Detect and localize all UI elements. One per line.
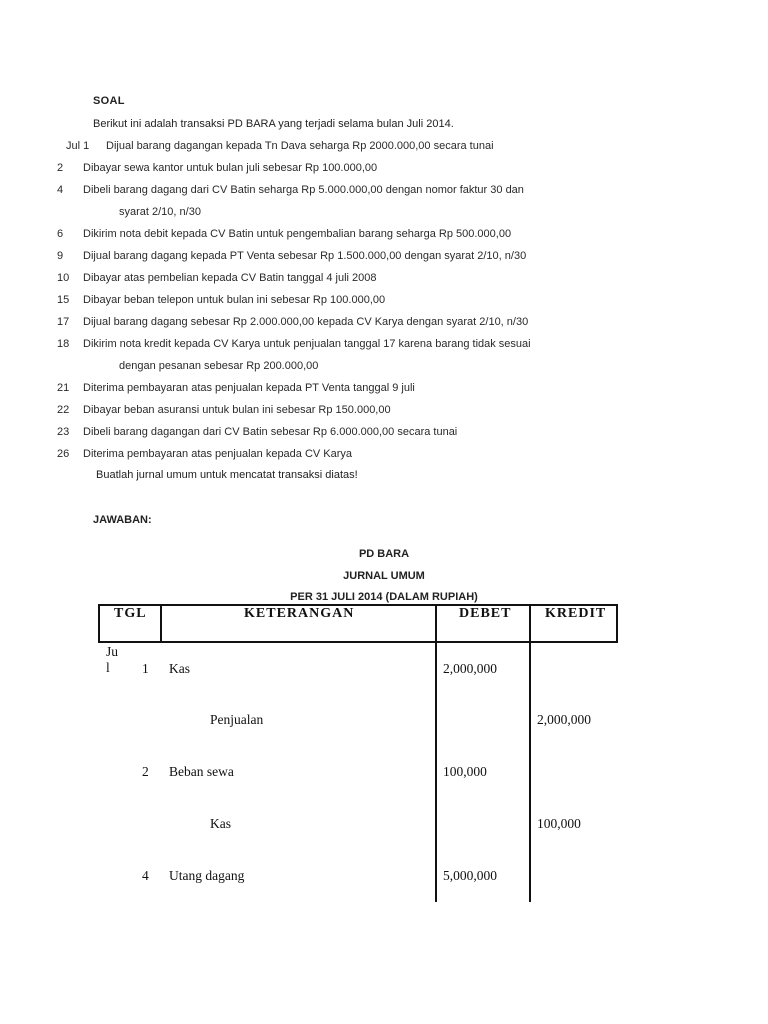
transaction-date: 9 (57, 250, 64, 262)
transaction-text: Dibeli barang dagangan dari CV Batin sebesar Rp 6.000.000,00 secara tunai (83, 426, 458, 438)
row-day: 1 (142, 661, 149, 676)
row-debet: 100,000 (443, 764, 487, 779)
transaction-text: Diterima pembayaran atas penjualan kepada PT Venta tanggal 9 juli (83, 382, 415, 394)
transaction-text: Dijual barang dagang sebesar Rp 2.000.000,00 kepada CV Karya dengan syarat 2/10, n/30 (83, 316, 529, 328)
transaction-date: 2 (57, 162, 64, 174)
jawaban-heading: JAWABAN: (93, 514, 152, 526)
transaction-text: Dikirim nota debit kepada CV Batin untuk pengembalian barang seharga Rp 500.000,00 (83, 228, 512, 240)
transaction-text: Dibayar beban asuransi untuk bulan ini sebesar Rp 150.000,00 (83, 404, 391, 416)
table-border-right (616, 604, 618, 643)
transaction-date: 22 (57, 404, 70, 416)
transaction-item (57, 338, 757, 352)
transaction-date: Jul 1 (66, 140, 90, 152)
table-border-top (98, 604, 618, 606)
transaction-date: 17 (57, 316, 70, 328)
transaction-item (57, 250, 757, 264)
header-debet: DEBET (459, 606, 512, 621)
transaction-item (66, 140, 766, 154)
transaction-item (57, 272, 757, 286)
transaction-text: Dijual barang dagangan kepada Tn Dava seharga Rp 2000.000,00 secara tunai (106, 140, 494, 152)
row-kredit: 2,000,000 (537, 712, 591, 727)
month-label: Ju (106, 644, 119, 659)
table-header-divider (98, 641, 618, 643)
transaction-text: Dikirim nota kredit kepada CV Karya untuk penjualan tanggal 17 karena barang tidak sesuai (83, 338, 531, 350)
transaction-item (57, 228, 757, 242)
row-kredit: 100,000 (537, 816, 581, 831)
row-day: 4 (142, 868, 149, 883)
transaction-continuation: syarat 2/10, n/30 (119, 206, 201, 218)
column-divider-debet (529, 604, 531, 902)
column-divider-keterangan (435, 604, 437, 902)
transaction-text: Dibayar beban telepon untuk bulan ini sebesar Rp 100.000,00 (83, 294, 386, 306)
transaction-text: Dibayar atas pembelian kepada CV Batin tanggal 4 juli 2008 (83, 272, 377, 284)
task-instruction: Buatlah jurnal umum untuk mencatat transaksi diatas! (96, 469, 358, 481)
row-debet: 5,000,000 (443, 868, 497, 883)
transaction-date: 21 (57, 382, 70, 394)
row-day: 2 (142, 764, 149, 779)
transaction-date: 26 (57, 448, 70, 460)
row-account: Penjualan (210, 712, 264, 727)
row-account: Beban sewa (169, 764, 234, 779)
transaction-text: Dijual barang dagang kepada PT Venta sebesar Rp 1.500.000,00 dengan syarat 2/10, n/30 (83, 250, 527, 262)
transaction-item (57, 184, 757, 198)
company-title: PD BARA (358, 548, 410, 560)
transaction-date: 23 (57, 426, 70, 438)
table-border-left (98, 604, 100, 643)
column-divider-tgl (160, 604, 162, 643)
transaction-continuation: dengan pesanan sebesar Rp 200.000,00 (119, 360, 319, 372)
transaction-item (57, 382, 757, 396)
transaction-date: 4 (57, 184, 64, 196)
header-tgl: TGL (114, 606, 147, 621)
period-title: PER 31 JULI 2014 (DALAM RUPIAH) (290, 591, 478, 603)
month-label-cont: l (106, 660, 110, 675)
row-account: Kas (169, 661, 190, 676)
transaction-item (57, 162, 757, 176)
transaction-item (57, 448, 757, 462)
soal-heading: SOAL (93, 95, 125, 107)
transaction-item (57, 316, 757, 330)
transaction-item (57, 294, 757, 308)
row-account: Utang dagang (169, 868, 245, 883)
transaction-text: Dibeli barang dagang dari CV Batin seharga Rp 5.000.000,00 dengan nomor faktur 30 dan (83, 184, 524, 196)
transaction-item (57, 426, 757, 440)
transaction-date: 10 (57, 272, 70, 284)
transaction-item (57, 404, 757, 418)
transaction-date: 15 (57, 294, 70, 306)
row-account: Kas (210, 816, 231, 831)
row-debet: 2,000,000 (443, 661, 497, 676)
transaction-date: 18 (57, 338, 70, 350)
transaction-text: Diterima pembayaran atas penjualan kepada CV Karya (83, 448, 353, 460)
soal-intro: Berikut ini adalah transaksi PD BARA yang terjadi selama bulan Juli 2014. (93, 118, 454, 130)
transaction-date: 6 (57, 228, 64, 240)
transaction-text: Dibayar sewa kantor untuk bulan juli sebesar Rp 100.000,00 (83, 162, 378, 174)
header-keterangan: KETERANGAN (244, 606, 355, 621)
journal-title: JURNAL UMUM (343, 570, 425, 582)
header-kredit: KREDIT (545, 606, 607, 621)
